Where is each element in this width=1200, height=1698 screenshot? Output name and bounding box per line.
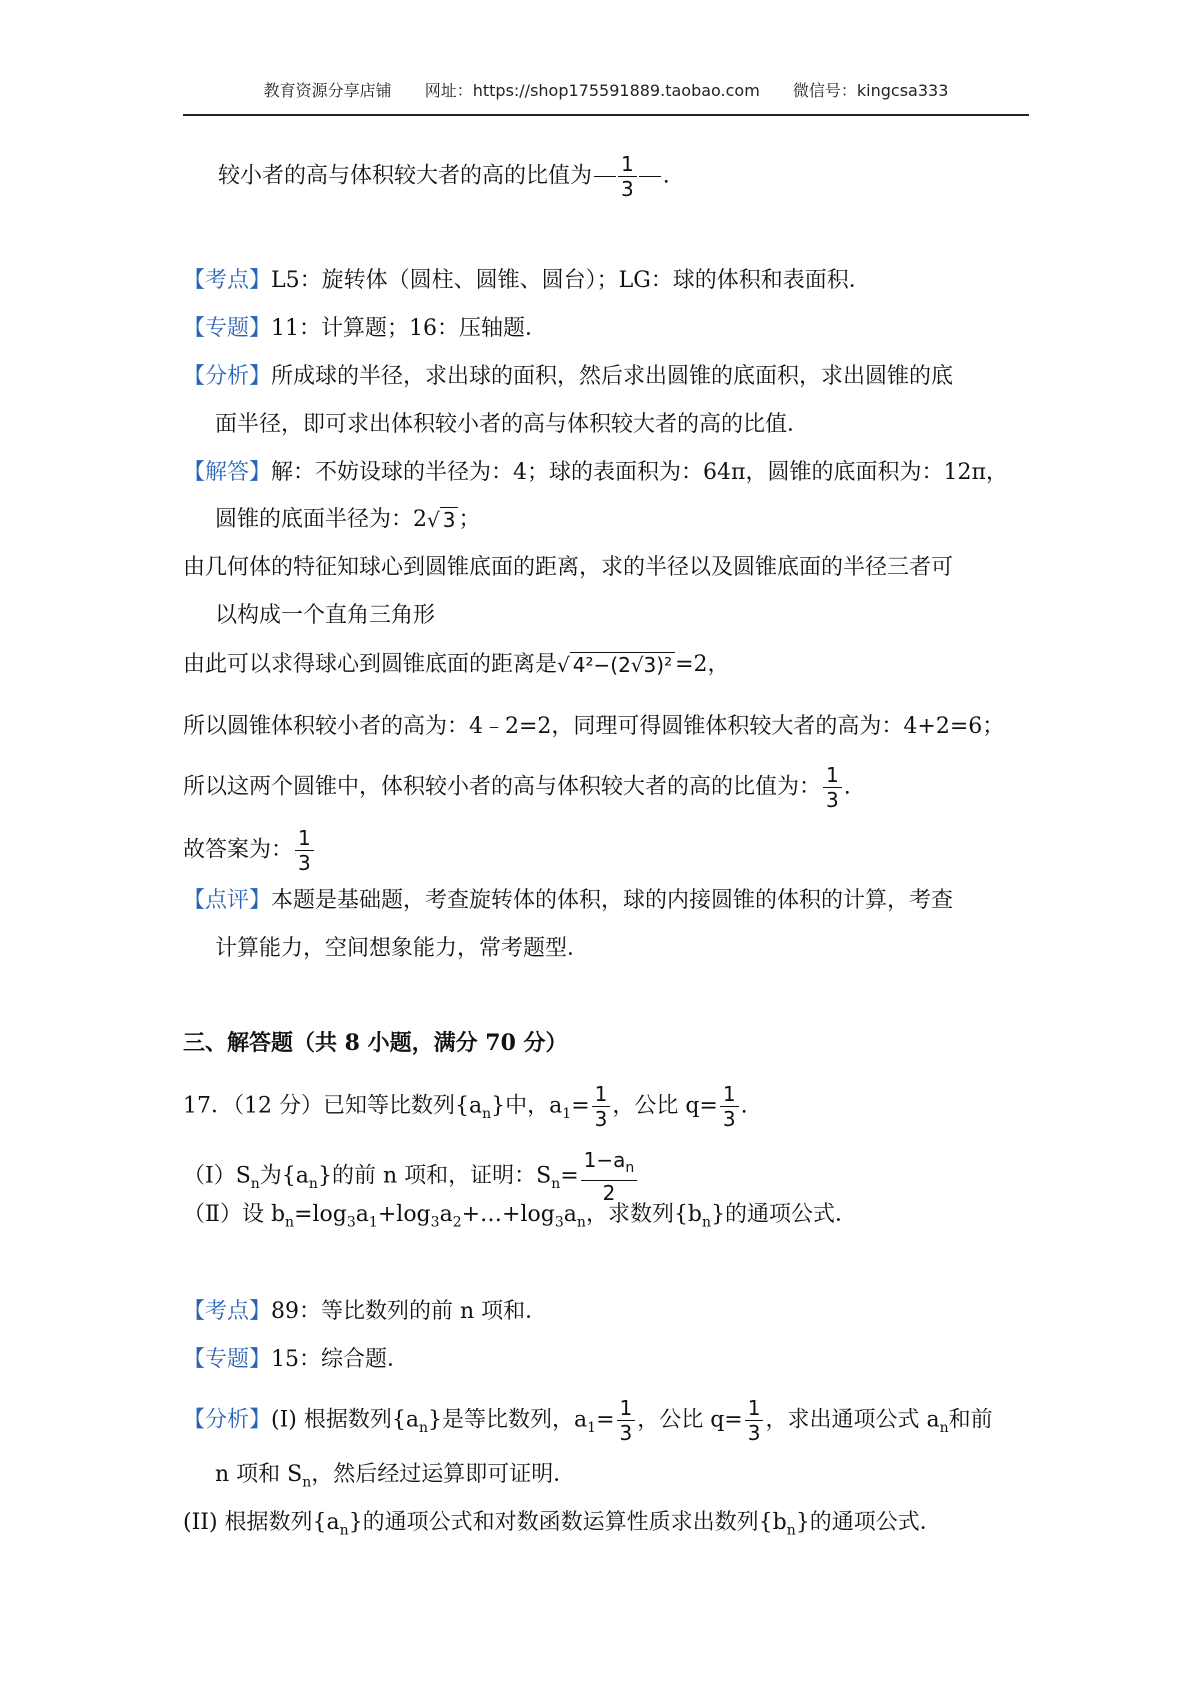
solution-line-5: 由此可以求得球心到圆锥底面的距离是√ 4²−(2√3)² =2，: [183, 650, 730, 680]
section-heading: 三、解答题（共 8 小题，满分 70 分）: [183, 1030, 568, 1056]
sqrt-three: √ 3: [427, 505, 458, 535]
answer-line: 故答案为： $\frac{1}{3}$: [183, 826, 316, 875]
solution-line-6: 所以圆锥体积较小者的高为：4﹣2=2，同理可得圆锥体积较大者的高为：4+2=6；: [183, 714, 1005, 739]
jieda-line-2: 圆锥的底面半径为：2√ 3 ；: [215, 505, 481, 535]
fenxi-line-2: 面半径，即可求出体积较小者的高与体积较大者的高的比值．: [215, 412, 810, 437]
fenxi-line-1: 【分析】所成球的半径，求出球的面积，然后求出圆锥的底面积，求出圆锥的底: [183, 364, 954, 389]
sn-fraction: $\frac{1-a_n}{2}$: [581, 1148, 638, 1205]
q17-part-ii: （Ⅱ）设 $b_n=\log_3a_1+\log_3a_2+\dots+\log_3a_n$，求数列$\{b_n\}$的通项公式．: [183, 1202, 858, 1231]
jieda-line-1: 【解答】解：不妨设球的半径为：4；球的表面积为：64π，圆锥的底面积为：12π，: [183, 460, 1008, 485]
a1-fraction: $\frac{1}{3}$: [592, 1082, 611, 1131]
page-header: [183, 78, 1029, 116]
header-shop: 教育资源分享店铺: [263, 81, 392, 100]
continuation-line: 较小者的高与体积较大者的高的比值为 $\frac{1}{3}$ .: [218, 152, 670, 201]
q-fraction: $\frac{1}{3}$: [720, 1082, 739, 1131]
header-url: 网址：https://shop175591889.taobao.com: [424, 81, 760, 100]
header-wechat: 微信号：kingcsa333: [792, 81, 949, 100]
zhuanti-line-1: 【专题】11：计算题；16：压轴题．: [183, 316, 548, 341]
solution-line-3: 由几何体的特征知球心到圆锥底面的距离，求的半径以及圆锥底面的半径三者可: [183, 555, 954, 580]
q17-part-i: $(Ⅰ)S_n$为$\{a_n\}$的前 n 项和，证明：$S_n=$ $\frac{1-a_n}{2}$: [183, 1148, 639, 1205]
solution-line-7: 所以这两个圆锥中，体积较小者的高与体积较大者的高的比值为： $\frac{1}{3}$ .: [183, 763, 851, 812]
q17-fenxi-3: (II) 根据数列$\{a_n\}$的通项公式和对数函数运算性质求出数列$\{b_n\}$的通项公式．: [183, 1510, 942, 1539]
dianping-line-1: 【点评】本题是基础题，考查旋转体的体积，球的内接圆锥的体积的计算，考查: [183, 888, 954, 913]
solution-line-4: 以构成一个直角三角形: [215, 603, 436, 628]
distance-sqrt: √ 4²−(2√3)²: [557, 650, 675, 680]
q17-fenxi-2: n 项和 $S_n$，然后经过运算即可证明．: [215, 1462, 576, 1491]
answer-fraction: $\frac{1}{3}$: [295, 826, 314, 875]
q17-stem: 17．（12 分）已知等比数列$\{a_n\}$中，$a_1=$ $\frac{1}{3}$ ，公比 q= $\frac{1}{3}$ .: [183, 1082, 748, 1131]
q17-kaodian: 【考点】89：等比数列的前 n 项和．: [183, 1299, 548, 1324]
q17-zhuanti: 【专题】15：综合题．: [183, 1347, 410, 1372]
dianping-line-2: 计算能力，空间想象能力，常考题型．: [215, 936, 590, 961]
kaodian-line-1: 【考点】L5：旋转体（圆柱、圆锥、圆台）；LG：球的体积和表面积．: [183, 268, 871, 293]
answer-blank: $\frac{1}{3}$: [594, 152, 661, 201]
q17-fenxi-1: 【分析】(I) 根据数列$\{a_n\}$是等比数列，$a_1=$ $\frac{1}{3}$ ，公比 q= $\frac{1}{3}$ ，求出通项公式 $a_n$和前: [183, 1396, 993, 1445]
ratio-fraction: $\frac{1}{3}$: [823, 763, 842, 812]
